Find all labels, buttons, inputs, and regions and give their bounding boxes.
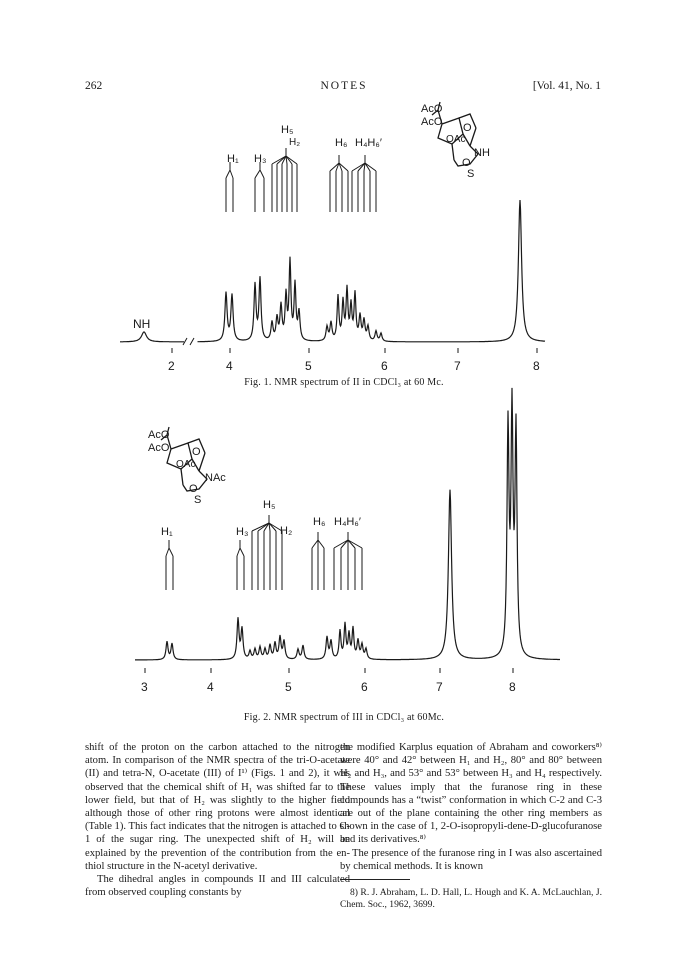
paragraph: The presence of the furanose ring in I was also ascertained by chemical methods. It is known — [340, 847, 602, 872]
fig1-tick-label: 8 — [533, 359, 540, 373]
fig1-s: S — [467, 168, 475, 180]
fig1-label-h3: H₃ — [254, 153, 267, 165]
fig2-axis — [141, 668, 516, 694]
page-number: 262 — [85, 80, 103, 92]
fig2-aco-bottom: AcO — [148, 442, 170, 454]
fig2-tick-label: 6 — [361, 680, 368, 694]
paragraph: the modified Karplus equation of Abraham and coworkers⁸⁾ were 40° and 42° between H₁ and H₂, 80° and 80° between H₂ and H₃, and 53° and 53° between H₃ and H₄ respectively. These values imply that the furanose ring in these compounds has a “twist” conformation in which C-2 and C-3 are out of the plane containing the other ring members as shown in the case of 1, 2-O-isopropyli-dene-D-glucofuranose and its derivatives.⁸⁾ — [340, 742, 602, 846]
fig2-lower-o: O — [189, 483, 198, 495]
fig1-label-h5: H₅ — [281, 124, 294, 136]
fig1-coupling-trees — [226, 148, 376, 212]
fig1-lower-o: O — [462, 157, 471, 169]
fig2-label-h4h6: H₄H₆′ — [334, 516, 361, 528]
fig1-tick-label: 6 — [381, 359, 388, 373]
fig1-label-h1: H₁ — [227, 153, 239, 165]
running-head: NOTES — [320, 80, 368, 92]
fig2-s: S — [194, 494, 202, 506]
fig2-aco-top: AcO — [148, 429, 170, 441]
fig1-tick-label: 2 — [168, 359, 175, 373]
fig1-tick-label: 4 — [226, 359, 233, 373]
footnote-rule — [340, 879, 410, 880]
fig2-tick-label: 5 — [285, 680, 292, 694]
fig2-coupling-trees — [166, 515, 362, 590]
fig2-oac: OAc — [176, 459, 196, 470]
fig2-tick-label: 3 — [141, 680, 148, 694]
fig1-aco-top: AcO — [421, 103, 443, 115]
fig1-label-nh: NH — [133, 317, 151, 331]
fig2-tick-label: 8 — [509, 680, 516, 694]
fig1-tick-label: 5 — [305, 359, 312, 373]
fig1-tick-label: 7 — [454, 359, 461, 373]
figure-2-caption: Fig. 2. NMR spectrum of III in CDCl₃ at 60Mc. — [243, 712, 445, 723]
fig2-label-h3: H₃ — [236, 526, 249, 538]
figure-2-nmr-spectrum — [0, 410, 688, 710]
fig1-label-h6: H₆ — [335, 137, 348, 149]
fig1-axis — [168, 348, 540, 373]
fig2-label-h2: H₂ — [280, 525, 293, 537]
fig2-label-h6: H₆ — [313, 516, 326, 528]
fig2-label-h1: H₁ — [161, 526, 173, 538]
paragraph: The dihedral angles in compounds II and III calculated from observed coupling constants by — [85, 874, 350, 899]
figure-1-nmr-spectrum — [0, 70, 688, 373]
footnote: 8) R. J. Abraham, L. D. Hall, L. Hough and K. A. McLauchlan, J. Chem. Soc., 1962, 3699. — [340, 887, 602, 911]
fig1-label-h4h6: H₄H₆′ — [355, 137, 382, 149]
fig2-nac: NAc — [205, 472, 226, 484]
body-column-right — [340, 741, 602, 911]
body-column-left — [85, 741, 350, 899]
fig2-label-h5: H₅ — [263, 499, 276, 511]
fig1-aco-bottom: AcO — [421, 116, 443, 128]
fig1-label-h2: H₂ — [289, 137, 301, 148]
figure-1-caption: Fig. 1. NMR spectrum of II in CDCl₃ at 60 Mc. — [244, 377, 444, 388]
fig1-nh: NH — [474, 147, 490, 159]
fig2-tick-label: 7 — [436, 680, 443, 694]
fig1-ring-o: O — [463, 122, 472, 134]
fig1-spectrum-trace — [120, 200, 545, 342]
fig2-ring-o: O — [192, 446, 201, 458]
fig1-axis-break — [183, 338, 194, 345]
fig1-oac: OAc — [446, 134, 466, 145]
fig2-tick-label: 4 — [207, 680, 214, 694]
paragraph: shift of the proton on the carbon attached to the nitrogen atom. In comparison of the NMR spectra of the tri-O-acetate (II) and tetra-N, O-acetate (III) of I¹⁾ (Figs. 1 and 2), it was observed that the chemical shift of H₁ was shifted far to the lower field, but that of H₂ was slightly to the higher field although those of other ring protons were almost identical (Table 1). This fact indicates that the nitrogen is attached to C-1 of the sugar ring. The unexpected shift of H₂ will be explained by the prevention of the contribution from the en-thiol structure in the N-acetyl derivative. — [85, 742, 350, 872]
volume-info: [Vol. 41, No. 1 — [532, 80, 601, 92]
